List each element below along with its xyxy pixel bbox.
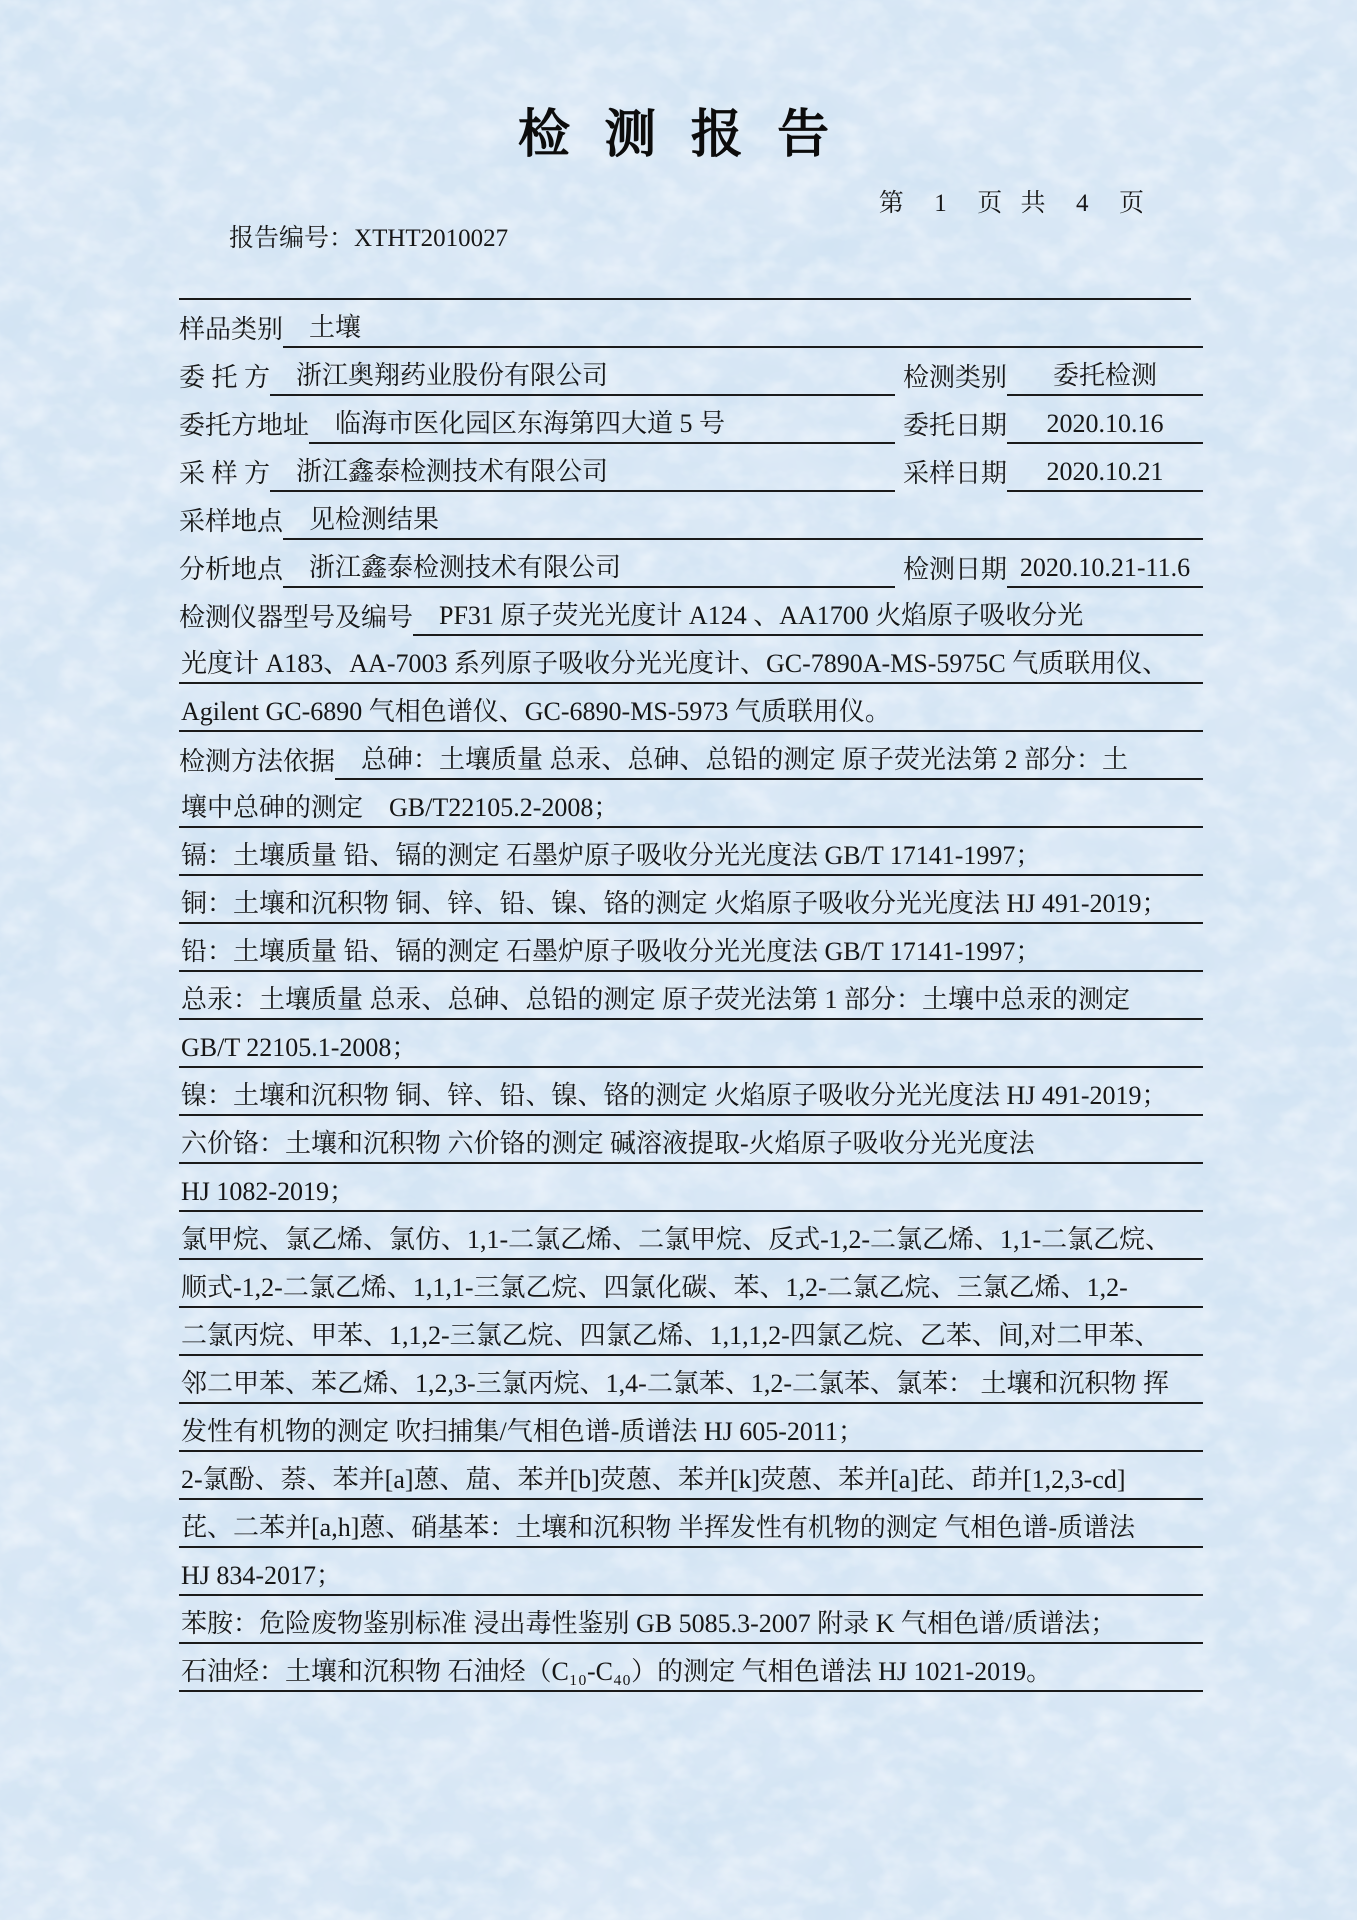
field-row-sampler bbox=[179, 444, 1203, 492]
continuation-row bbox=[179, 1500, 1203, 1548]
field-value: 氯甲烷、氯乙烯、氯仿、1,1-二氯乙烯、二氯甲烷、反式-1,2-二氯乙烯、1,1-二氯乙烷、 bbox=[179, 1225, 1203, 1260]
continuation-row bbox=[179, 1260, 1203, 1308]
field-value: GB/T 22105.1-2008； bbox=[179, 1033, 1203, 1068]
continuation-row bbox=[179, 1212, 1203, 1260]
field-value: Agilent GC-6890 气相色谱仪、GC-6890-MS-5973 气质联用仪。 bbox=[179, 697, 1203, 732]
continuation-row bbox=[179, 684, 1203, 732]
field-label: 采样地点 bbox=[179, 506, 284, 536]
field-row-instruments bbox=[179, 588, 1203, 636]
field-value: 2020.10.16 bbox=[1007, 409, 1203, 444]
report-title: 检 测 报 告 bbox=[517, 106, 840, 164]
continuation-row bbox=[179, 1308, 1203, 1356]
continuation-row bbox=[179, 1596, 1203, 1644]
field-value: 芘、二苯并[a,h]蒽、硝基苯：土壤和沉积物 半挥发性有机物的测定 气相色谱-质谱法 bbox=[179, 1513, 1203, 1548]
field-label: 样品类别 bbox=[179, 314, 284, 344]
field-row-client bbox=[179, 348, 1203, 396]
continuation-row bbox=[179, 1164, 1203, 1212]
field-value: 委托检测 bbox=[1007, 361, 1203, 396]
field-label: 检测日期 bbox=[902, 554, 1007, 584]
continuation-row bbox=[179, 924, 1203, 972]
field-row-methods bbox=[179, 732, 1203, 780]
field-value: 铅：土壤质量 铅、镉的测定 石墨炉原子吸收分光光度法 GB/T 17141-1997； bbox=[179, 937, 1203, 972]
continuation-row bbox=[179, 1020, 1203, 1068]
field-label: 委托方地址 bbox=[179, 410, 310, 440]
field-value: 土壤 bbox=[283, 313, 1203, 348]
report-meta-row bbox=[179, 183, 1150, 282]
field-label: 检测类别 bbox=[902, 362, 1007, 392]
field-value: 二氯丙烷、甲苯、1,1,2-三氯乙烷、四氯乙烯、1,1,1,2-四氯乙烷、乙苯、间,对二甲苯、 bbox=[179, 1321, 1203, 1356]
report-fields bbox=[179, 300, 1203, 1692]
field-value: 邻二甲苯、苯乙烯、1,2,3-三氯丙烷、1,4-二氯苯、1,2-二氯苯、氯苯： 土壤和沉积物 挥 bbox=[179, 1369, 1203, 1404]
field-value: 见检测结果 bbox=[283, 505, 1203, 540]
continuation-row bbox=[179, 1404, 1203, 1452]
field-value: PF31 原子荧光光度计 A124 、AA1700 火焰原子吸收分光 bbox=[413, 601, 1203, 636]
field-value: 光度计 A183、AA-7003 系列原子吸收分光光度计、GC-7890A-MS-5975C 气质联用仪、 bbox=[179, 649, 1203, 684]
continuation-row bbox=[179, 1068, 1203, 1116]
field-value: 壤中总砷的测定 GB/T22105.2-2008； bbox=[179, 793, 1203, 828]
field-value: HJ 834-2017； bbox=[179, 1561, 1203, 1596]
field-value: 发性有机物的测定 吹扫捕集/气相色谱-质谱法 HJ 605-2011； bbox=[179, 1417, 1203, 1452]
field-label: 检测仪器型号及编号 bbox=[179, 602, 414, 632]
field-value: 浙江鑫泰检测技术有限公司 bbox=[283, 553, 895, 588]
field-label: 采样日期 bbox=[902, 458, 1007, 488]
field-value: 2020.10.21 bbox=[1007, 457, 1203, 492]
field-row-sampling-site bbox=[179, 492, 1203, 540]
continuation-row bbox=[179, 972, 1203, 1020]
field-row-client-address bbox=[179, 396, 1203, 444]
report-number-value: XTHT2010027 bbox=[354, 225, 509, 252]
field-value: 镍：土壤和沉积物 铜、锌、铅、镍、铬的测定 火焰原子吸收分光光度法 HJ 491-2019； bbox=[179, 1081, 1203, 1116]
continuation-row bbox=[179, 1548, 1203, 1596]
field-value: 总砷：土壤质量 总汞、总砷、总铅的测定 原子荧光法第 2 部分：土 bbox=[335, 745, 1203, 780]
report-number bbox=[179, 190, 508, 282]
field-row-analysis-site bbox=[179, 540, 1203, 588]
continuation-row bbox=[179, 1116, 1203, 1164]
field-value: 苯胺：危险废物鉴别标准 浸出毒性鉴别 GB 5085.3-2007 附录 K 气相色谱/质谱法； bbox=[179, 1609, 1203, 1644]
report-number-label: 报告编号： bbox=[229, 225, 355, 252]
field-label: 采 样 方 bbox=[179, 458, 271, 488]
continuation-row bbox=[179, 876, 1203, 924]
field-value: 六价铬：土壤和沉积物 六价铬的测定 碱溶液提取-火焰原子吸收分光光度法 bbox=[179, 1129, 1203, 1164]
field-label: 委托日期 bbox=[902, 410, 1007, 440]
field-label: 委 托 方 bbox=[179, 362, 271, 392]
field-value: 临海市医化园区东海第四大道 5 号 bbox=[309, 409, 895, 444]
field-label: 分析地点 bbox=[179, 554, 284, 584]
field-value: 石油烃：土壤和沉积物 石油烃（C₁₀-C₄₀）的测定 气相色谱法 HJ 1021-2019。 bbox=[179, 1657, 1203, 1692]
continuation-row bbox=[179, 780, 1203, 828]
field-value: 2020.10.21-11.6 bbox=[1007, 553, 1203, 588]
continuation-row bbox=[179, 1644, 1203, 1692]
field-value: 镉：土壤质量 铅、镉的测定 石墨炉原子吸收分光光度法 GB/T 17141-1997； bbox=[179, 841, 1203, 876]
field-row-sample-type bbox=[179, 300, 1203, 348]
field-value: 浙江鑫泰检测技术有限公司 bbox=[270, 457, 895, 492]
field-value: 铜：土壤和沉积物 铜、锌、铅、镍、铬的测定 火焰原子吸收分光光度法 HJ 491-2019； bbox=[179, 889, 1203, 924]
field-value: HJ 1082-2019； bbox=[179, 1177, 1203, 1212]
continuation-row bbox=[179, 636, 1203, 684]
field-value: 2-氯酚、萘、苯并[a]蒽、䓛、苯并[b]荧蒽、苯并[k]荧蒽、苯并[a]芘、茚并[1,2,3-cd] bbox=[179, 1465, 1203, 1500]
continuation-row bbox=[179, 828, 1203, 876]
field-value: 总汞：土壤质量 总汞、总砷、总铅的测定 原子荧光法第 1 部分：土壤中总汞的测定 bbox=[179, 985, 1203, 1020]
continuation-row bbox=[179, 1452, 1203, 1500]
field-label: 检测方法依据 bbox=[179, 746, 336, 776]
continuation-row bbox=[179, 1356, 1203, 1404]
field-value: 顺式-1,2-二氯乙烯、1,1,1-三氯乙烷、四氯化碳、苯、1,2-二氯乙烷、三氯乙烯、1,2- bbox=[179, 1273, 1203, 1308]
field-value: 浙江奥翔药业股份有限公司 bbox=[270, 361, 895, 396]
page-indicator: 第 1 页 共 4 页 bbox=[878, 190, 1150, 217]
